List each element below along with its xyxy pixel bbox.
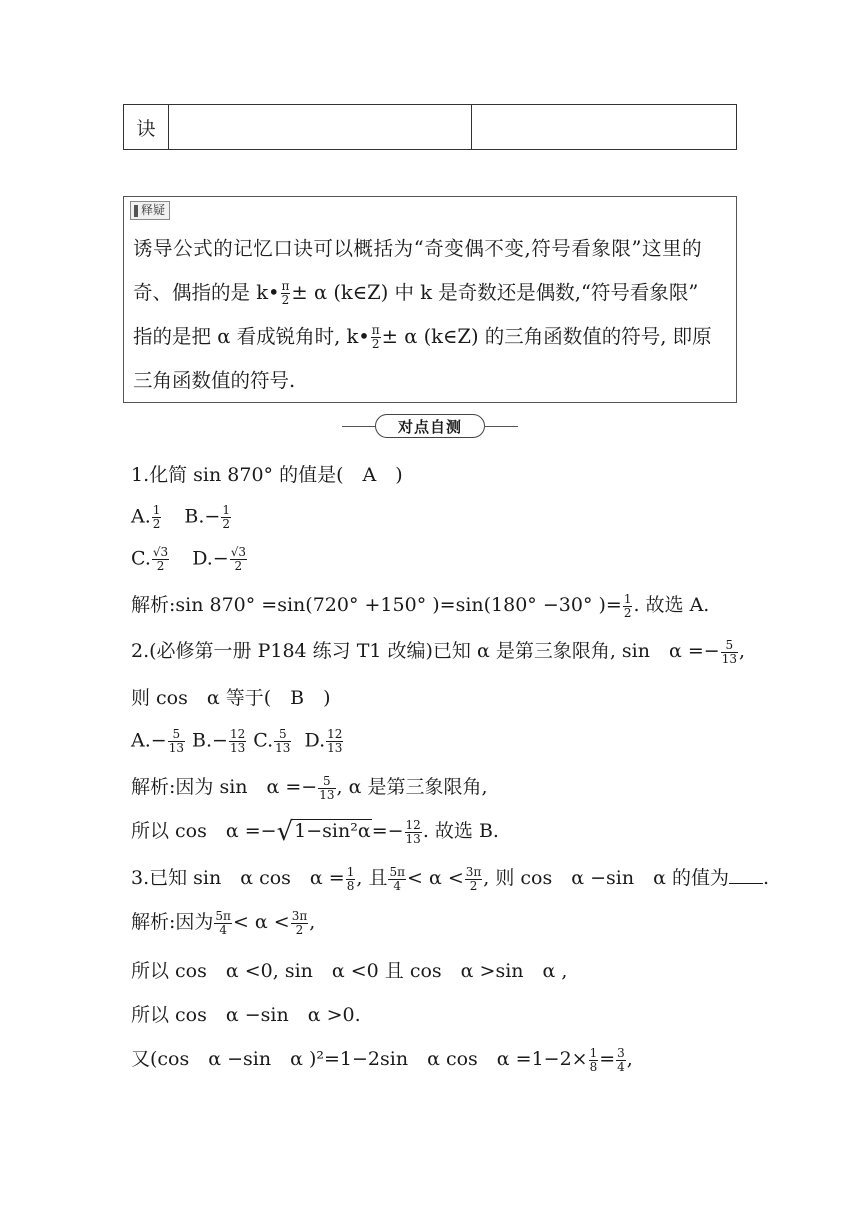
question-3-solution-line4 [131, 1044, 633, 1074]
fraction-5-over-13 [721, 639, 738, 666]
text-run: . [762, 867, 770, 889]
denominator: 13 [168, 741, 184, 755]
fraction-sqrt3-over-2 [152, 546, 169, 573]
denominator: 2 [234, 559, 243, 573]
denominator: 2 [156, 559, 165, 573]
text-run: 所以 cos α =− [131, 820, 277, 842]
numerator: 3π [465, 864, 482, 879]
numerator: 5π [215, 908, 231, 923]
explanation-line [133, 271, 733, 315]
numerator: π [281, 279, 290, 293]
denominator: 2 [371, 337, 380, 351]
fraction-1-over-2 [623, 593, 633, 620]
question-1-solution [131, 590, 709, 620]
denominator: 4 [617, 1059, 625, 1074]
section-divider [342, 413, 518, 441]
text-run: =− [371, 820, 404, 842]
fraction-5-over-13 [274, 728, 291, 755]
question-3-solution-line3: 所以 cos α −sin α >0. [131, 1004, 361, 1026]
text-run: ± α (k∈Z) 中 k 是奇数还是偶数,“符号看象限” [291, 281, 699, 304]
question-3-solution-line1 [131, 907, 315, 937]
text-run: 奇、偶指的是 k• [133, 281, 280, 304]
tag-bar-icon [134, 205, 138, 217]
text-run: 又(cos α −sin α )²=1−2sin α cos α =1−2× [131, 1048, 588, 1070]
numerator: 1 [152, 503, 161, 517]
denominator: 2 [623, 605, 632, 620]
text-run: < α < [232, 911, 290, 933]
section-title: 对点自测 [375, 414, 485, 438]
denominator: 13 [327, 741, 343, 755]
numerator: 1 [623, 591, 632, 606]
table-cell-empty [169, 105, 472, 149]
denominator: 13 [405, 831, 421, 846]
denominator: 13 [721, 651, 737, 666]
divider-line [342, 426, 376, 427]
numerator: 5 [168, 728, 185, 742]
question-2-options [131, 728, 344, 755]
text-run: , α 是第三象限角, [336, 776, 488, 798]
root-sign-icon: √ [276, 817, 294, 847]
denominator: 13 [319, 787, 335, 802]
numerator: 5 [318, 775, 335, 789]
fraction-1-over-8 [589, 1047, 599, 1074]
tag-label: 释疑 [141, 203, 166, 217]
denominator: 4 [219, 922, 227, 937]
fraction-pi-over-2 [281, 280, 291, 307]
question-2-solution-line2 [131, 816, 499, 847]
denominator: 4 [393, 878, 402, 893]
numerator: 12 [327, 727, 343, 741]
option-c-label: C. [131, 547, 151, 570]
radicand: 1−sin²α [294, 820, 371, 842]
question-3-solution-line2: 所以 cos α <0, sin α <0 且 cos α >sin α , [131, 960, 568, 982]
denominator: 8 [589, 1059, 598, 1074]
numerator: √3 [230, 545, 246, 559]
option-c-label: C. [253, 729, 274, 752]
fraction-5pi-over-4 [388, 866, 406, 893]
fraction-1-over-2 [221, 504, 231, 531]
fraction-3pi-over-2 [291, 910, 309, 937]
explanation-tag [130, 201, 170, 220]
numerator: 1 [589, 1045, 598, 1060]
numerator: 5 [721, 639, 738, 653]
fraction-5-over-13 [168, 728, 185, 755]
question-2-stem-line2: 则 cos α 等于( B ) [131, 687, 331, 709]
fraction-5pi-over-4 [214, 910, 232, 937]
question-1-options-cd [131, 546, 248, 573]
numerator: π [371, 323, 380, 337]
denominator: 2 [295, 922, 304, 937]
option-b-label: B.− [184, 505, 221, 528]
numerator: 1 [346, 864, 355, 879]
text-run: , [309, 911, 316, 933]
fraction-12-over-13 [405, 819, 422, 846]
denominator: 13 [229, 741, 246, 755]
numerator: 5 [274, 728, 291, 742]
fraction-1-over-2 [152, 504, 162, 531]
fraction-3-over-4 [616, 1047, 626, 1074]
fraction-12-over-13 [229, 728, 246, 755]
text-run: = [599, 1048, 616, 1070]
denominator: 2 [281, 293, 290, 307]
option-b-label: B.− [192, 729, 228, 752]
question-3-stem [131, 863, 769, 893]
table-cell-label: 诀 [124, 105, 169, 149]
numerator: 3π [291, 908, 308, 923]
text-run: 指的是把 α 看成锐角时, k• [133, 325, 370, 348]
question-2-solution-line1 [131, 772, 488, 802]
fraction-3pi-over-2 [465, 866, 483, 893]
numerator: 12 [405, 817, 421, 832]
explanation-text [133, 227, 733, 403]
question-2-stem [131, 636, 745, 666]
text-run: 解析:因为 [131, 911, 214, 933]
option-a-label: A.− [131, 729, 167, 752]
table-cell-empty [472, 105, 736, 149]
text-run: ± α (k∈Z) 的三角函数值的符号, 即原 [381, 325, 712, 348]
numerator: 1 [222, 503, 230, 517]
option-d-label: D. [304, 729, 326, 752]
text-run: , [626, 1048, 633, 1070]
numerator: 5π [389, 864, 405, 879]
square-root [277, 817, 372, 847]
answer-blank[interactable] [729, 867, 763, 884]
question-1-stem: 1.化简 sin 870° 的值是( A ) [131, 464, 403, 486]
text-run: < α < [407, 867, 464, 889]
option-d-label: D.− [192, 547, 229, 570]
text-run: . 故选 B. [422, 820, 499, 842]
text-run: , 则 cos α −sin α 的值为 [483, 867, 729, 889]
fraction-12-over-13 [326, 728, 343, 755]
numerator: 3 [617, 1045, 625, 1060]
fraction-sqrt3-over-2 [230, 546, 247, 573]
denominator: 2 [469, 878, 478, 893]
text-run: 解析:sin 870° =sin(720° +150° )=sin(180° −30° )= [131, 594, 622, 616]
text-run: , 且 [356, 867, 388, 889]
numerator: √3 [152, 545, 169, 559]
explanation-line [133, 315, 733, 359]
text-run: , [738, 640, 746, 662]
numerator: 12 [229, 727, 246, 741]
formula-table-row [123, 104, 737, 150]
fraction-pi-over-2 [371, 324, 381, 351]
fraction-1-over-8 [346, 866, 356, 893]
explanation-box [123, 196, 737, 403]
explanation-line: 诱导公式的记忆口诀可以概括为“奇变偶不变,符号看象限”这里的 [133, 237, 703, 260]
denominator: 2 [152, 517, 161, 531]
fraction-5-over-13 [318, 775, 335, 802]
denominator: 8 [346, 878, 355, 893]
text-run: 2.(必修第一册 P184 练习 T1 改编)已知 α 是第三象限角, sin α =− [131, 640, 720, 662]
text-run: . 故选 A. [633, 594, 710, 616]
denominator: 2 [222, 517, 230, 531]
text-run: 3.已知 sin α cos α = [131, 867, 345, 889]
question-1-options-ab [131, 504, 232, 531]
text-run: 解析:因为 sin α =− [131, 776, 318, 798]
option-a-label: A. [131, 505, 151, 528]
explanation-line: 三角函数值的符号. [133, 369, 296, 392]
denominator: 13 [275, 741, 291, 755]
divider-line [484, 426, 518, 427]
